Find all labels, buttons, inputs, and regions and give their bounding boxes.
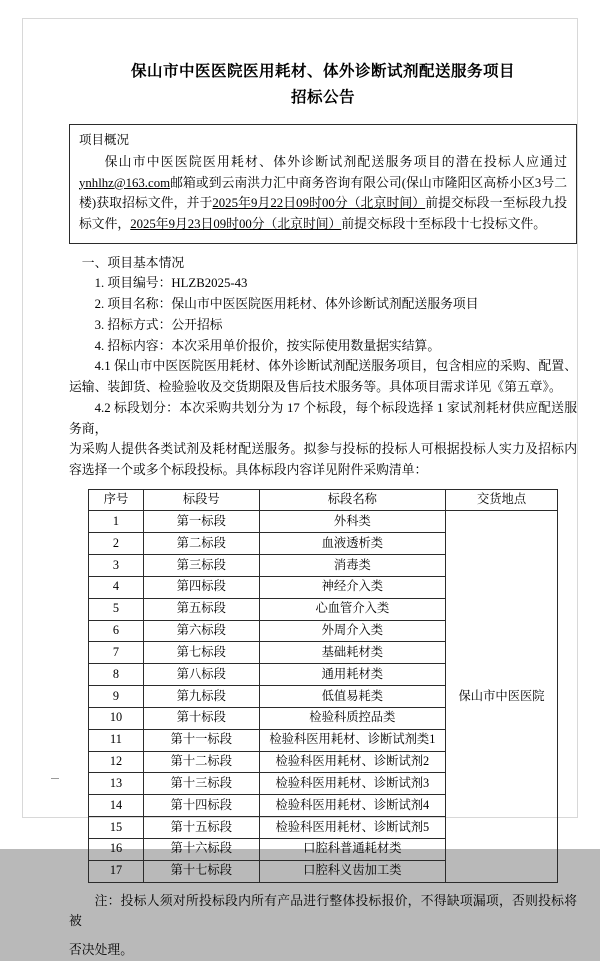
cell-no: 17 [89, 860, 144, 882]
cell-no: 10 [89, 707, 144, 729]
cell-code: 第十四标段 [143, 795, 259, 817]
cell-no: 6 [89, 620, 144, 642]
cell-code: 第十三标段 [143, 773, 259, 795]
cell-no: 12 [89, 751, 144, 773]
cell-name: 低值易耗类 [259, 686, 445, 708]
table-note-line-2: 否决处理。 [69, 943, 133, 957]
cell-code: 第三标段 [143, 555, 259, 577]
paragraph-4-1: 4.1 保山市中医医院医用耗材、体外诊断试剂配送服务项目，包含相应的采购、配置、运输、装卸货、检验验收及交货期限及售后技术服务等。具体项目需求详见《第五章》。 [69, 359, 577, 395]
cell-name: 基础耗材类 [259, 642, 445, 664]
cell-name: 口腔科义齿加工类 [259, 860, 445, 882]
overview-body [79, 152, 567, 235]
table-row [89, 511, 558, 533]
cell-code: 第二标段 [143, 533, 259, 555]
document-sheet [22, 18, 578, 957]
cell-name: 心血管介入类 [259, 598, 445, 620]
cell-code: 第十一标段 [143, 729, 259, 751]
cell-code: 第十六标段 [143, 838, 259, 860]
title-line-2: 招标公告 [290, 88, 355, 106]
table-header-row [89, 489, 558, 511]
lot-table [88, 489, 558, 883]
cell-code: 第十标段 [143, 707, 259, 729]
basic-item-3: 3. 招标方式：公开招标 [94, 317, 223, 332]
cell-no: 8 [89, 664, 144, 686]
cell-code: 第七标段 [143, 642, 259, 664]
cell-code: 第十五标段 [143, 817, 259, 839]
cell-name: 检验科医用耗材、诊断试剂3 [259, 773, 445, 795]
overview-text-2: 邮箱或到云南洪力汇中商务咨询有限公司(保山市隆阳区高桥小区3号二楼)获取招标文件，并于 [79, 175, 567, 211]
table-note-line-1: 注：投标人须对所投标段内所有产品进行整体投标报价，不得缺项漏项，否则投标将被 [69, 893, 577, 929]
cell-no: 9 [89, 686, 144, 708]
cell-name: 神经介入类 [259, 576, 445, 598]
overview-text-1: 保山市中医医院医用耗材、体外诊断试剂配送服务项目的潜在投标人应通过 [104, 154, 567, 169]
cell-name: 外科类 [259, 511, 445, 533]
cell-name: 外周介入类 [259, 620, 445, 642]
cell-no: 1 [89, 511, 144, 533]
cell-code: 第八标段 [143, 664, 259, 686]
cell-name: 检验科医用耗材、诊断试剂5 [259, 817, 445, 839]
cell-code: 第九标段 [143, 686, 259, 708]
cell-name: 检验科医用耗材、诊断试剂4 [259, 795, 445, 817]
paragraph-4-2-line-2: 为采购人提供各类试剂及耗材配送服务。拟参与投标的投标人可根据投标人实力及招标内容选择一个或多个标段投标。具体标段内容详见附件采购清单： [69, 442, 577, 477]
cell-name: 消毒类 [259, 555, 445, 577]
cell-name: 口腔科普通耗材类 [259, 838, 445, 860]
document-content [69, 59, 577, 961]
deadline-date-2: 2025年9月23日09时00分（北京时间） [130, 217, 342, 232]
cell-code: 第十七标段 [143, 860, 259, 882]
cell-no: 3 [89, 555, 144, 577]
cell-name: 检验科质控品类 [259, 707, 445, 729]
cell-no: 14 [89, 795, 144, 817]
deadline-date-1: 2025年9月22日09时00分（北京时间） [212, 196, 426, 211]
overview-text-3: 前提交标段一至标段九投标文件， [79, 196, 567, 232]
cell-no: 5 [89, 598, 144, 620]
title-line-1: 保山市中医医院医用耗材、体外诊断试剂配送服务项目 [130, 63, 515, 80]
page-margin-mark [51, 778, 59, 779]
basic-item-4: 4. 招标内容：本次采用单价报价，按实际使用数量据实结算。 [94, 338, 441, 353]
cell-name: 通用耗材类 [259, 664, 445, 686]
cell-delivery-place: 保山市中医医院 [446, 511, 558, 882]
cell-no: 4 [89, 576, 144, 598]
cell-code: 第一标段 [143, 511, 259, 533]
cell-no: 13 [89, 773, 144, 795]
cell-code: 第四标段 [143, 576, 259, 598]
section-one-title: 一、项目基本情况 [81, 255, 185, 270]
cell-no: 16 [89, 838, 144, 860]
contact-email: ynhlhz@163.com [79, 175, 171, 190]
header-place: 交货地点 [446, 489, 558, 511]
cell-code: 第十二标段 [143, 751, 259, 773]
cell-code: 第五标段 [143, 598, 259, 620]
basic-item-2: 2. 项目名称：保山市中医医院医用耗材、体外诊断试剂配送服务项目 [94, 297, 479, 312]
cell-code: 第六标段 [143, 620, 259, 642]
overview-text-4: 前提交标段十至标段十七投标文件。 [341, 217, 547, 232]
cell-no: 15 [89, 817, 144, 839]
overview-label: 项目概况 [79, 133, 130, 148]
cell-no: 11 [89, 729, 144, 751]
cell-name: 血液透析类 [259, 533, 445, 555]
cell-no: 2 [89, 533, 144, 555]
paragraph-4-2-line-1: 4.2 标段划分：本次采购共划分为 17 个标段，每个标段选择 1 家试剂耗材供应配送服务商， [69, 400, 577, 436]
cell-name: 检验科医用耗材、诊断试剂类1 [259, 729, 445, 751]
header-no: 序号 [89, 489, 144, 511]
cell-no: 7 [89, 642, 144, 664]
header-name: 标段名称 [259, 489, 445, 511]
basic-item-1: 1. 项目编号：HLZB2025-43 [94, 276, 248, 291]
header-code: 标段号 [143, 489, 259, 511]
page-title [69, 59, 577, 110]
cell-name: 检验科医用耗材、诊断试剂2 [259, 751, 445, 773]
project-overview-box [69, 124, 577, 244]
